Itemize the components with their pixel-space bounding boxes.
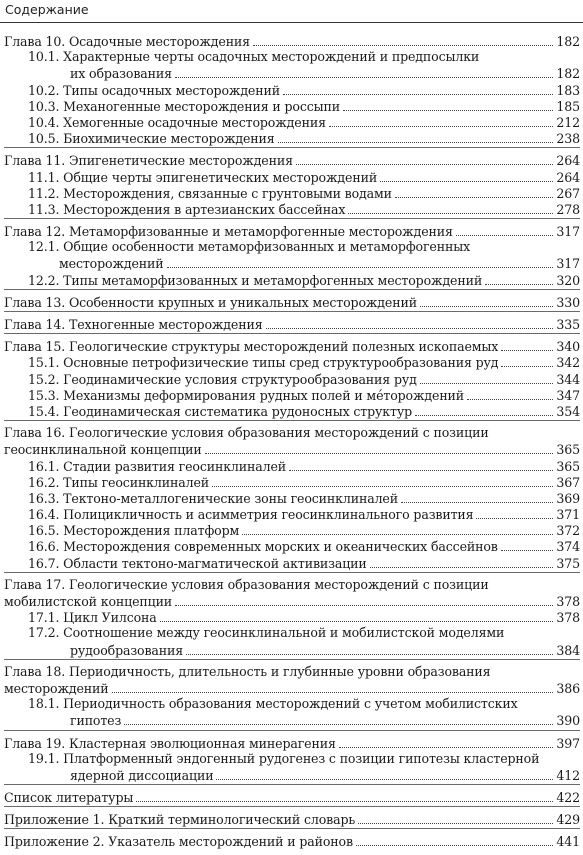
toc-entry-text: Глава 10. Осадочные месторождения: [4, 34, 250, 49]
toc-entry-text: 17.2. Соотношение между геосинклинальной и мобилистской моделями: [28, 625, 505, 641]
toc-section-entry[interactable]: [4, 490, 580, 506]
toc-chapter-block: [4, 811, 580, 829]
dot-leader: [420, 371, 554, 384]
toc-page-number: 317: [556, 256, 580, 272]
toc-entry-text: геосинклинальной концепции: [4, 442, 202, 458]
dot-leader: [415, 403, 553, 416]
toc-chapter-block: [4, 316, 580, 334]
toc-chapter-entry[interactable]: [4, 593, 580, 609]
toc-entry-text: Глава 13. Особенности крупных и уникальных месторождений: [4, 294, 417, 310]
toc-chapter-block: [4, 425, 580, 573]
toc-entry-text: 10.1. Характерные черты осадочных месторождений и предпосылки: [28, 49, 480, 65]
toc-page-number: 372: [556, 523, 580, 539]
toc-entry-text: 19.1. Платформенный эндогенный рудогенез с позиции гипотезы кластерной: [28, 750, 540, 766]
toc-entry-text: 11.1. Общие черты эпигенетических месторождений: [28, 169, 378, 185]
toc-entry-text: 16.5. Месторождения платформ: [28, 523, 240, 539]
dot-leader: [124, 712, 553, 725]
toc-chapter-entry[interactable]: [4, 811, 580, 827]
toc-entry-text: Глава 12. Метаморфизованные и метаморфогенные месторождения: [4, 224, 453, 240]
toc-section-entry[interactable]: [4, 458, 580, 474]
dot-leader: [485, 272, 553, 285]
toc-entry-text: 12.1. Общие особенности метаморфизованных и метаморфогенных: [28, 239, 471, 255]
dot-leader: [112, 680, 554, 693]
toc-chapter-block: [4, 577, 580, 660]
toc-entry-text: 10.3. Механогенные месторождения и россыпи: [28, 98, 340, 114]
toc-page-number: 369: [556, 490, 580, 506]
toc-section-entry[interactable]: [4, 506, 580, 522]
toc-entry-text: Глава 15. Геологические структуры месторождений полезных ископаемых: [4, 339, 499, 355]
dot-leader: [358, 811, 553, 824]
toc-page-number: 185: [556, 98, 580, 114]
toc-chapter-block: [4, 664, 580, 731]
toc-page-number: 429: [556, 812, 580, 828]
toc-entry-text: 16.6. Месторождения современных морских и океанических бассейнов: [28, 539, 498, 555]
toc-entry-text: 10.5. Биохимические месторождения: [28, 131, 275, 147]
toc-chapter-block: [4, 833, 580, 850]
toc-chapter-entry[interactable]: [4, 680, 580, 696]
dot-leader: [167, 255, 554, 268]
toc-section-entry[interactable]: [4, 751, 580, 767]
dot-leader: [329, 114, 554, 127]
toc-chapter-entry[interactable]: [4, 425, 580, 441]
toc-section-entry[interactable]: [4, 130, 580, 146]
toc-page-number: 384: [556, 642, 580, 658]
dot-leader: [380, 169, 553, 182]
toc-section-entry[interactable]: [4, 169, 580, 185]
toc-entry-text: Глава 18. Периодичность, длительность и глубинные уровни образования: [4, 663, 491, 679]
toc-entry-text: 17.1. Цикл Уилсона: [28, 610, 157, 626]
toc-entry-text: 10.2. Типы осадочных месторождений: [28, 82, 280, 98]
toc-entry-text: месторождений: [4, 680, 109, 696]
toc-section-entry[interactable]: [4, 696, 580, 712]
dot-leader: [401, 490, 553, 503]
toc-section-entry[interactable]: [4, 354, 580, 370]
dot-leader: [370, 555, 554, 568]
toc-entry-text: Приложение 2. Указатель месторождений и районов: [4, 834, 353, 850]
toc-entry-text: Глава 11. Эпигенетические месторождения: [4, 153, 293, 169]
toc-chapter-block: [4, 152, 580, 219]
dot-leader: [289, 458, 553, 471]
dot-leader: [296, 152, 554, 165]
dot-leader: [343, 98, 553, 111]
toc-section-entry[interactable]: [4, 239, 580, 255]
dot-leader: [467, 387, 553, 400]
toc-page-number: 441: [556, 834, 580, 850]
dot-leader: [175, 65, 553, 78]
toc-section-entry[interactable]: [4, 49, 580, 65]
toc-chapter-entry[interactable]: [4, 316, 580, 332]
toc-page-number: 344: [556, 371, 580, 387]
toc-chapter-entry[interactable]: [4, 223, 580, 239]
toc-section-entry[interactable]: [4, 185, 580, 201]
toc-chapter-entry[interactable]: [4, 789, 580, 805]
running-head-title: Содержание: [5, 2, 89, 17]
toc-entry-text: гипотез: [70, 713, 122, 729]
toc-chapter-entry[interactable]: [4, 294, 580, 310]
dot-leader: [501, 538, 554, 551]
toc-chapter-entry[interactable]: [4, 33, 580, 49]
toc-chapter-entry[interactable]: [4, 735, 580, 751]
toc-section-entry[interactable]: [4, 272, 580, 288]
dot-leader: [395, 185, 554, 198]
toc-entry-text: рудообразования: [70, 642, 184, 658]
toc-page-number: 317: [556, 224, 580, 240]
dot-leader: [212, 474, 553, 487]
toc-page-number: 340: [556, 339, 580, 355]
dot-leader: [283, 82, 553, 95]
toc-page-number: 264: [556, 153, 580, 169]
toc-section-entry[interactable]: [4, 255, 580, 271]
toc-chapter-block: [4, 33, 580, 148]
dot-leader: [476, 506, 553, 519]
toc-page-number: 422: [556, 790, 580, 806]
toc-entry-text: 11.3. Месторождения в артезианских бассейнах: [28, 201, 346, 217]
toc-page-number: 397: [556, 735, 580, 751]
toc-page-number: 375: [556, 555, 580, 571]
toc-entry-text: 12.2. Типы метаморфизованных и метаморфогенных месторождений: [28, 272, 483, 288]
toc-page-number: 371: [556, 507, 580, 523]
dot-leader: [348, 201, 553, 214]
dot-leader: [205, 441, 554, 454]
toc-entry-text: Список литературы: [4, 790, 134, 806]
toc-chapter-block: [4, 294, 580, 312]
toc-page-number: 320: [556, 272, 580, 288]
toc-page-number: 365: [556, 458, 580, 474]
toc-page-number: 183: [556, 82, 580, 98]
toc-chapter-entry[interactable]: [4, 152, 580, 168]
dot-leader: [339, 735, 554, 748]
dot-leader: [501, 354, 553, 367]
toc-section-entry[interactable]: [4, 387, 580, 403]
toc-section-entry[interactable]: [4, 474, 580, 490]
dot-leader: [278, 130, 554, 143]
toc-page-number: 182: [556, 66, 580, 82]
toc-entry-text: 16.2. Типы геосинклиналей: [28, 474, 209, 490]
toc-chapter-block: [4, 338, 580, 421]
toc-section-entry[interactable]: [4, 767, 580, 783]
toc-section-entry[interactable]: [4, 371, 580, 387]
toc-section-entry[interactable]: [4, 609, 580, 625]
toc-section-entry[interactable]: [4, 114, 580, 130]
toc-entry-text: мобилистской концепции: [4, 594, 173, 609]
toc-page-number: 378: [556, 610, 580, 626]
toc-chapter-entry[interactable]: [4, 441, 580, 457]
toc-entry-text: 11.2. Месторождения, связанные с грунтовыми водами: [28, 185, 392, 201]
toc-section-entry[interactable]: [4, 65, 580, 81]
dot-leader: [175, 593, 553, 606]
dot-leader: [253, 33, 553, 46]
toc-entry-text: месторождений: [59, 256, 164, 272]
dot-leader: [242, 522, 553, 535]
toc-page-number: 367: [556, 474, 580, 490]
dot-leader: [136, 789, 553, 802]
toc-chapter-entry[interactable]: [4, 664, 580, 680]
toc-entry-text: 16.1. Стадии развития геосинклиналей: [28, 458, 287, 474]
toc-chapter-block: [4, 735, 580, 786]
toc-entry-text: ядерной диссоциации: [70, 767, 214, 783]
toc-page-number: 342: [556, 355, 580, 371]
toc-entry-text: 10.4. Хемогенные осадочные месторождения: [28, 114, 326, 130]
toc-entry-text: Глава 14. Техногенные месторождения: [4, 317, 263, 332]
toc-page-number: 335: [556, 317, 580, 332]
dot-leader: [356, 833, 554, 846]
toc-page-number: 390: [556, 713, 580, 729]
toc-page-number: 182: [556, 34, 580, 49]
dot-leader: [420, 294, 553, 307]
toc-entry-text: 18.1. Периодичность образования месторождений с учетом мобилистских: [28, 696, 518, 712]
table-of-contents: [4, 33, 580, 855]
toc-page-number: 412: [556, 767, 580, 783]
toc-page-number: 278: [556, 201, 580, 217]
toc-entry-text: 16.4. Полицикличность и асимметрия геосинклинального развития: [28, 507, 474, 523]
toc-entry-text: Глава 16. Геологические условия образования месторождений с позиции: [4, 425, 489, 441]
toc-page-number: 238: [556, 131, 580, 147]
toc-entry-text: 15.4. Геодинамическая систематика рудоносных структур: [28, 403, 413, 419]
toc-page-number: 264: [556, 169, 580, 185]
toc-entry-text: их образования: [70, 66, 172, 82]
dot-leader: [501, 338, 553, 351]
dot-leader: [456, 223, 554, 236]
toc-entry-text: 16.7. Области тектоно-магматической активизации: [28, 555, 367, 571]
toc-page-number: 354: [556, 403, 580, 419]
toc-section-entry[interactable]: [4, 82, 580, 98]
toc-section-entry[interactable]: [4, 98, 580, 114]
toc-section-entry[interactable]: [4, 522, 580, 538]
toc-section-entry[interactable]: [4, 201, 580, 217]
toc-section-entry[interactable]: [4, 625, 580, 641]
toc-section-entry[interactable]: [4, 555, 580, 571]
toc-page-number: 212: [556, 114, 580, 130]
toc-page-number: 386: [556, 680, 580, 696]
toc-entry-text: Приложение 1. Краткий терминологический словарь: [4, 812, 356, 828]
dot-leader: [216, 767, 553, 780]
toc-page-number: 330: [556, 294, 580, 310]
toc-chapter-entry[interactable]: [4, 577, 580, 593]
toc-entry-text: Глава 19. Кластерная эволюционная минерагения: [4, 735, 336, 751]
toc-page-number: 267: [556, 185, 580, 201]
dot-leader: [266, 316, 554, 329]
dot-leader: [186, 642, 553, 655]
toc-section-entry[interactable]: [4, 538, 580, 554]
toc-page-number: 347: [556, 387, 580, 403]
toc-chapter-block: [4, 789, 580, 807]
dot-leader: [160, 609, 554, 622]
toc-entry-text: 15.1. Основные петрофизические типы сред структурообразования руд: [28, 355, 499, 371]
toc-section-entry[interactable]: [4, 642, 580, 658]
toc-chapter-block: [4, 223, 580, 290]
toc-page-number: 378: [556, 594, 580, 609]
toc-entry-text: 16.3. Тектоно-металлогенические зоны геосинклиналей: [28, 490, 398, 506]
toc-page-number: 374: [556, 539, 580, 555]
toc-entry-text: 15.3. Механизмы деформирования рудных полей и мéторождений: [28, 387, 465, 403]
toc-entry-text: 15.2. Геодинамические условия структурообразования руд: [28, 371, 417, 387]
toc-section-entry[interactable]: [4, 403, 580, 419]
toc-section-entry[interactable]: [4, 712, 580, 728]
toc-chapter-entry[interactable]: [4, 338, 580, 354]
toc-page-number: 365: [556, 442, 580, 458]
header-rule: [0, 22, 583, 23]
toc-entry-text: Глава 17. Геологические условия образования месторождений с позиции: [4, 576, 489, 592]
